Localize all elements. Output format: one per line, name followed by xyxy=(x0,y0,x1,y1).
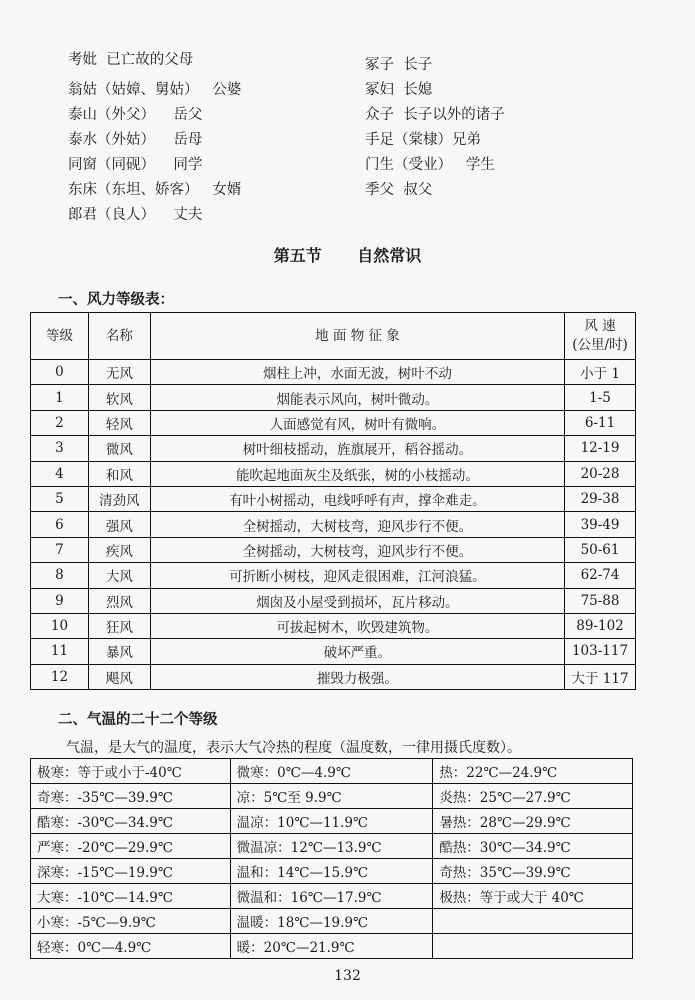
header-speed-line2: (公里/时) xyxy=(572,337,628,353)
temperature-grade-cell: 大寒：-10℃—14.9℃ xyxy=(31,884,231,909)
table-row xyxy=(31,834,633,859)
cell-name: 烈风 xyxy=(88,588,150,613)
temperature-grade-cell: 严寒：-20℃—29.9℃ xyxy=(31,834,231,859)
cell-name: 狂风 xyxy=(88,613,150,638)
table-row xyxy=(31,588,636,613)
temperature-grade-cell: 酷热：30℃—34.9℃ xyxy=(433,834,633,859)
temperature-grade-cell xyxy=(433,909,633,934)
cell-level: 3 xyxy=(31,436,89,461)
wind-scale-heading: 一、风力等级表： xyxy=(58,292,174,308)
cell-speed: 6-11 xyxy=(565,410,636,435)
temperature-grade-cell: 深寒：-15℃—19.9℃ xyxy=(31,859,231,884)
temperature-intro: 气温，是大气的温度，表示大气冷热的程度（温度数，一律用摄氏度数）。 xyxy=(66,740,521,756)
term-left: 东床（东坦、娇客） 女婿 xyxy=(68,182,242,198)
header-speed-line1: 风 速 xyxy=(584,318,616,334)
temperature-grade-cell: 温凉：10℃—11.9℃ xyxy=(230,809,433,834)
table-row xyxy=(31,461,636,486)
cell-feature: 全树摇动，大树枝弯，迎风步行不便。 xyxy=(150,512,564,537)
table-row xyxy=(31,934,633,959)
cell-name: 飓风 xyxy=(88,664,150,689)
temperature-grade-cell: 微寒：0℃—4.9℃ xyxy=(230,759,433,784)
table-header-row xyxy=(31,313,636,360)
temperature-grade-cell: 小寒：-5℃—9.9℃ xyxy=(31,909,231,934)
cell-name: 清劲风 xyxy=(88,486,150,511)
temperature-grade-cell: 热：22℃—24.9℃ xyxy=(433,759,633,784)
cell-speed: 62-74 xyxy=(565,563,636,588)
table-row xyxy=(31,859,633,884)
cell-speed: 1-5 xyxy=(565,385,636,410)
wind-scale-table xyxy=(30,312,636,690)
temperature-grade-cell: 温和：14℃—15.9℃ xyxy=(230,859,433,884)
table-row xyxy=(31,613,636,638)
term-right: 众子 长子以外的诸子 xyxy=(365,107,505,123)
cell-level: 9 xyxy=(31,588,89,613)
cell-name: 软风 xyxy=(88,385,150,410)
cell-speed: 12-19 xyxy=(565,436,636,461)
cell-feature: 可折断小树枝，迎风走很困难，江河浪猛。 xyxy=(150,563,564,588)
term-right: 门生（受业） 学生 xyxy=(365,157,495,173)
cell-name: 和风 xyxy=(88,461,150,486)
header-feature: 地 面 物 征 象 xyxy=(150,313,564,360)
cell-speed: 89-102 xyxy=(565,613,636,638)
cell-feature: 有叶小树摇动，电线呼呼有声，撑伞难走。 xyxy=(150,486,564,511)
cell-feature: 破坏严重。 xyxy=(150,639,564,664)
term-left: 郎君（良人） 丈夫 xyxy=(68,207,203,223)
cell-level: 6 xyxy=(31,512,89,537)
temperature-grade-cell: 凉：5℃至 9.9℃ xyxy=(230,784,433,809)
page-number: 132 xyxy=(334,968,361,984)
term-left: 考妣 已亡故的父母 xyxy=(68,52,194,68)
temperature-grade-cell: 暑热：28℃—29.9℃ xyxy=(433,809,633,834)
table-row xyxy=(31,512,636,537)
table-row xyxy=(31,809,633,834)
temperature-grade-cell: 极寒：等于或小于-40℃ xyxy=(31,759,231,784)
cell-level: 10 xyxy=(31,613,89,638)
term-right: 手足（棠棣）兄弟 xyxy=(365,132,481,148)
temperature-grade-cell: 酷寒：-30℃—34.9℃ xyxy=(31,809,231,834)
table-row xyxy=(31,664,636,689)
cell-level: 7 xyxy=(31,537,89,562)
term-right: 冢妇 长媳 xyxy=(365,82,433,98)
term-left: 翁姑（姑嫜、舅姑） 公婆 xyxy=(68,82,242,98)
cell-name: 暴风 xyxy=(88,639,150,664)
cell-feature: 可拔起树木，吹毁建筑物。 xyxy=(150,613,564,638)
term-left: 同窗（同砚） 同学 xyxy=(68,157,203,173)
temperature-grade-cell: 奇热：35℃—39.9℃ xyxy=(433,859,633,884)
cell-feature: 烟柱上冲，水面无波，树叶不动 xyxy=(150,360,564,385)
section-title: 第五节 自然常识 xyxy=(273,246,422,265)
table-row xyxy=(31,410,636,435)
temperature-heading: 二、气温的二十二个等级 xyxy=(58,712,218,728)
table-row xyxy=(31,759,633,784)
cell-speed: 75-88 xyxy=(565,588,636,613)
cell-name: 轻风 xyxy=(88,410,150,435)
cell-feature: 树叶细枝摇动，旌旗展开，稻谷摇动。 xyxy=(150,436,564,461)
cell-speed: 大于 117 xyxy=(565,664,636,689)
cell-speed: 50-61 xyxy=(565,537,636,562)
cell-name: 无风 xyxy=(88,360,150,385)
cell-speed: 39-49 xyxy=(565,512,636,537)
cell-level: 5 xyxy=(31,486,89,511)
cell-level: 0 xyxy=(31,360,89,385)
term-left: 泰水（外姑） 岳母 xyxy=(68,132,203,148)
cell-name: 疾风 xyxy=(88,537,150,562)
header-speed xyxy=(565,313,636,360)
cell-level: 8 xyxy=(31,563,89,588)
temperature-grade-cell: 暖：20℃—21.9℃ xyxy=(230,934,433,959)
cell-speed: 小于 1 xyxy=(565,360,636,385)
cell-feature: 能吹起地面灰尘及纸张，树的小枝摇动。 xyxy=(150,461,564,486)
cell-level: 1 xyxy=(31,385,89,410)
cell-name: 强风 xyxy=(88,512,150,537)
table-row xyxy=(31,884,633,909)
cell-level: 12 xyxy=(31,664,89,689)
table-row xyxy=(31,486,636,511)
cell-speed: 29-38 xyxy=(565,486,636,511)
cell-feature: 摧毁力极强。 xyxy=(150,664,564,689)
kinship-terms xyxy=(0,50,695,230)
cell-feature: 烟囱及小屋受到损坏，瓦片移动。 xyxy=(150,588,564,613)
term-left: 泰山（外父） 岳父 xyxy=(68,107,203,123)
temperature-grade-cell: 炎热：25℃—27.9℃ xyxy=(433,784,633,809)
cell-speed: 20-28 xyxy=(565,461,636,486)
table-row xyxy=(31,360,636,385)
temperature-grade-cell: 轻寒：0℃—4.9℃ xyxy=(31,934,231,959)
cell-name: 大风 xyxy=(88,563,150,588)
cell-level: 2 xyxy=(31,410,89,435)
header-level: 等级 xyxy=(31,313,89,360)
cell-name: 微风 xyxy=(88,436,150,461)
table-row xyxy=(31,909,633,934)
cell-feature: 全树摇动，大树枝弯，迎风步行不便。 xyxy=(150,537,564,562)
table-row xyxy=(31,639,636,664)
cell-speed: 103-117 xyxy=(565,639,636,664)
table-row xyxy=(31,537,636,562)
temperature-grade-cell: 温暖：18℃—19.9℃ xyxy=(230,909,433,934)
temperature-grade-cell: 极热：等于或大于 40℃ xyxy=(433,884,633,909)
cell-level: 11 xyxy=(31,639,89,664)
cell-feature: 烟能表示风向，树叶微动。 xyxy=(150,385,564,410)
temperature-grade-cell xyxy=(433,934,633,959)
temperature-grades-table xyxy=(30,758,633,959)
term-right: 冢子 长子 xyxy=(365,57,433,73)
temperature-grade-cell: 微温凉：12℃—13.9℃ xyxy=(230,834,433,859)
table-row xyxy=(31,385,636,410)
table-row xyxy=(31,784,633,809)
cell-feature: 人面感觉有风，树叶有微响。 xyxy=(150,410,564,435)
temperature-grade-cell: 微温和：16℃—17.9℃ xyxy=(230,884,433,909)
term-right: 季父 叔父 xyxy=(365,182,433,198)
cell-level: 4 xyxy=(31,461,89,486)
table-row xyxy=(31,563,636,588)
temperature-grade-cell: 奇寒：-35℃—39.9℃ xyxy=(31,784,231,809)
header-name: 名称 xyxy=(88,313,150,360)
table-row xyxy=(31,436,636,461)
